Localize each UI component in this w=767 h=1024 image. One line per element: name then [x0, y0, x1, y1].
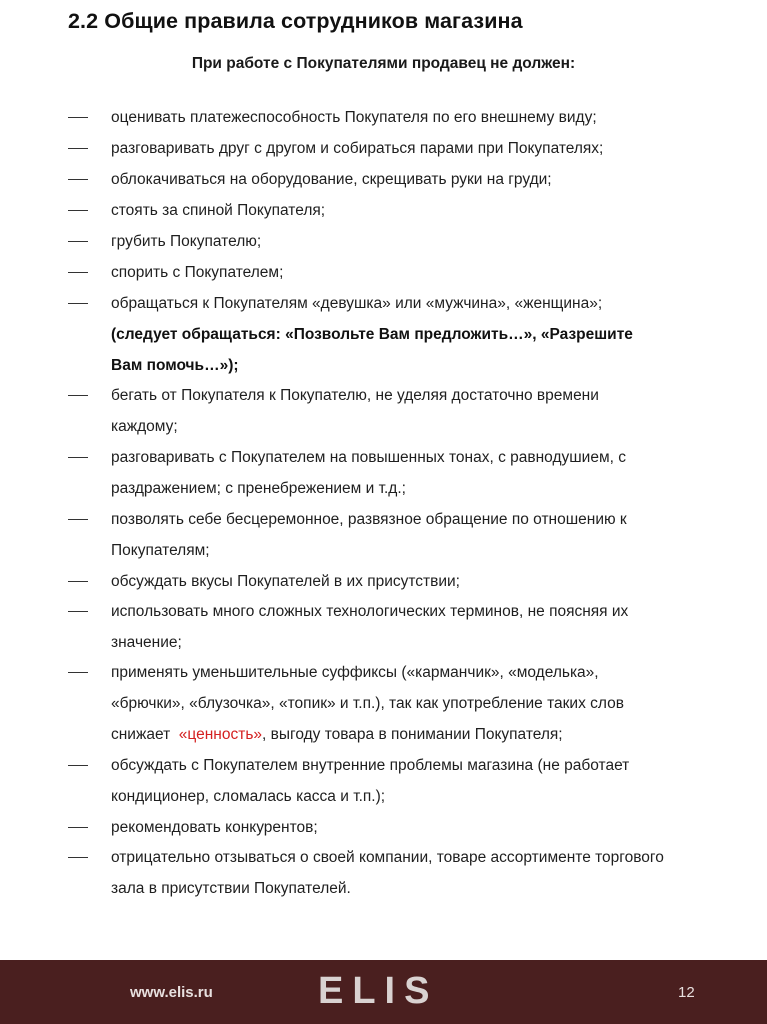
page-subtitle: При работе с Покупателями продавец не должен: — [191, 55, 576, 72]
item-line: значение; — [111, 634, 182, 651]
list-item-text — [111, 288, 731, 381]
item-line: спорить с Покупателем; — [111, 264, 284, 281]
item-line: кондиционер, сломалась касса и т.п.); — [111, 788, 386, 805]
dash-bullet — [68, 442, 90, 473]
list-item-text — [111, 842, 731, 904]
item-line: стоять за спиной Покупателя; — [111, 202, 326, 219]
item-line: бегать от Покупателя к Покупателю, не уделяя достаточно времени — [111, 387, 599, 404]
item-line: раздражением; с пренебрежением и т.д.; — [111, 480, 406, 497]
list-item-text — [111, 750, 731, 812]
item-bold-line: Вам помочь…»); — [111, 357, 239, 374]
dash-bullet — [68, 750, 90, 781]
item-line: зала в присутствии Покупателей. — [111, 880, 351, 897]
list-item-text — [111, 257, 731, 288]
footer-url-link[interactable]: www.elis.ru — [130, 984, 213, 1001]
item-line: отрицательно отзываться о своей компании, товаре ассортименте торгового — [111, 849, 664, 866]
item-line: обсуждать вкусы Покупателей в их присутствии; — [111, 573, 460, 590]
item-line: каждому; — [111, 418, 178, 435]
item-bold-line: (следует обращаться: «Позвольте Вам предложить…», «Разрешите — [111, 326, 633, 343]
item-text-fragment: снижает — [111, 726, 179, 743]
item-line: обращаться к Покупателям «девушка» или «мужчина», «женщина»; — [111, 295, 603, 312]
list-item-text — [111, 657, 731, 750]
page-number: 12 — [678, 984, 695, 1001]
item-line: грубить Покупателю; — [111, 233, 262, 250]
dash-bullet — [68, 566, 90, 597]
dash-bullet — [68, 842, 90, 873]
list-item-text — [111, 102, 731, 133]
item-line: обсуждать с Покупателем внутренние проблемы магазина (не работает — [111, 757, 630, 774]
list-item-text — [111, 164, 731, 195]
list-item-text — [111, 195, 731, 226]
dash-bullet — [68, 812, 90, 843]
dash-bullet — [68, 164, 90, 195]
dash-bullet — [68, 102, 90, 133]
highlighted-word: «ценность» — [178, 726, 263, 743]
item-line: облокачиваться на оборудование, скрещивать руки на груди; — [111, 171, 552, 188]
item-text-fragment: , выгоду товара в понимании Покупателя; — [262, 726, 563, 743]
item-line: Покупателям; — [111, 542, 210, 559]
page-title: 2.2 Общие правила сотрудников магазина — [68, 9, 523, 33]
dash-bullet — [68, 226, 90, 257]
list-item-text — [111, 133, 731, 164]
list-item-text — [111, 442, 731, 504]
item-line: использовать много сложных технологических терминов, не поясняя их — [111, 603, 629, 620]
list-item-text — [111, 226, 731, 257]
item-line: оценивать платежеспособность Покупателя по его внешнему виду; — [111, 109, 597, 126]
list-item-text — [111, 504, 731, 566]
item-line: разговаривать друг с другом и собираться парами при Покупателях; — [111, 140, 604, 157]
list-item-text — [111, 566, 731, 597]
brand-logo: ELIS — [318, 970, 439, 1012]
item-line: «брючки», «блузочка», «топик» и т.п.), так как употребление таких слов — [111, 695, 624, 712]
dash-bullet — [68, 257, 90, 288]
list-item-text — [111, 596, 731, 658]
dash-bullet — [68, 504, 90, 535]
list-item-text — [111, 812, 731, 843]
item-line: применять уменьшительные суффиксы («карманчик», «моделька», — [111, 664, 599, 681]
dash-bullet — [68, 195, 90, 226]
item-line: рекомендовать конкурентов; — [111, 819, 318, 836]
dash-bullet — [68, 133, 90, 164]
dash-bullet — [68, 657, 90, 688]
dash-bullet — [68, 288, 90, 319]
dash-bullet — [68, 596, 90, 627]
item-line: разговаривать с Покупателем на повышенных тонах, с равнодушием, с — [111, 449, 626, 466]
dash-bullet — [68, 380, 90, 411]
item-line: позволять себе бесцеремонное, развязное обращение по отношению к — [111, 511, 627, 528]
list-item-text — [111, 380, 731, 442]
footer-bar — [0, 960, 767, 1024]
item-line-highlight — [111, 719, 731, 750]
